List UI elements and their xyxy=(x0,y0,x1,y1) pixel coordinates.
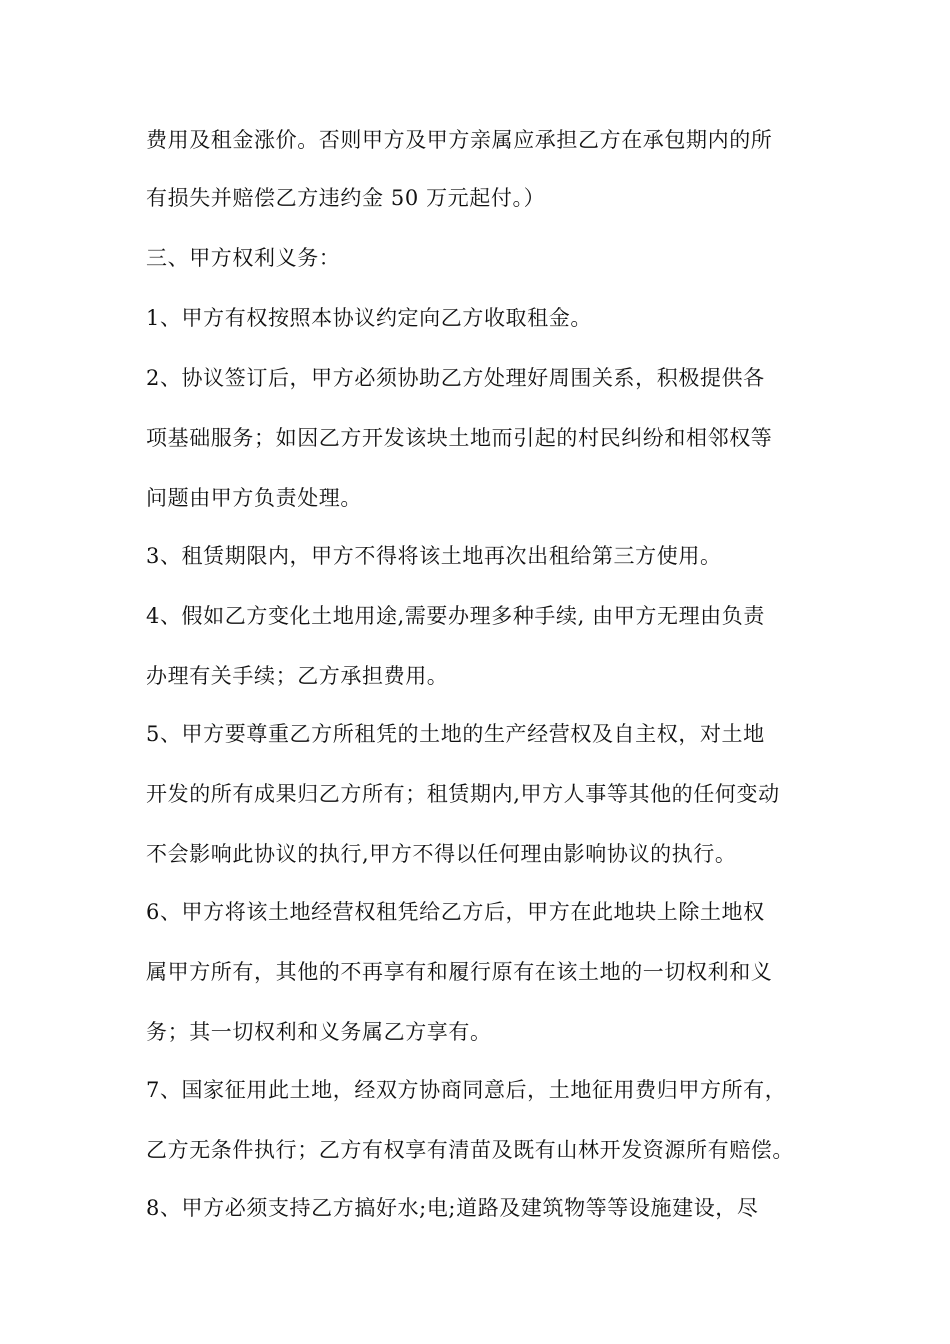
text-line: 项基础服务；如因乙方开发该块土地而引起的村民纠纷和相邻权等 xyxy=(146,426,773,450)
text-line: 8、甲方必须支持乙方搞好水;电;道路及建筑物等等设施建设，尽 xyxy=(146,1196,759,1220)
text-line: 6、甲方将该土地经营权租凭给乙方后，甲方在此地块上除土地权 xyxy=(146,900,765,924)
text-line: 5、甲方要尊重乙方所租凭的土地的生产经营权及自主权，对土地 xyxy=(146,722,765,746)
text-line: 属甲方所有，其他的不再享有和履行原有在该土地的一切权利和义 xyxy=(146,960,773,984)
section-heading: 三、甲方权利义务： xyxy=(146,246,341,270)
text-line: 7、国家征用此土地，经双方协商同意后，土地征用费归甲方所有， xyxy=(146,1078,787,1102)
text-line: 1、甲方有权按照本协议约定向乙方收取租金。 xyxy=(146,306,592,330)
text-line: 办理有关手续；乙方承担费用。 xyxy=(146,664,449,688)
text-line: 4、假如乙方变化土地用途,需要办理多种手续, 由甲方无理由负责 xyxy=(146,604,765,628)
text-line: 问题由甲方负责处理。 xyxy=(146,486,362,510)
text-line: 乙方无条件执行；乙方有权享有清苗及既有山林开发资源所有赔偿。 xyxy=(146,1138,794,1162)
text-line: 3、租赁期限内，甲方不得将该土地再次出租给第三方使用。 xyxy=(146,544,722,568)
text-line: 费用及租金涨价。否则甲方及甲方亲属应承担乙方在承包期内的所 xyxy=(146,128,773,152)
text-line: 有损失并赔偿乙方违约金 50 万元起付。） xyxy=(146,186,546,210)
text-line: 不会影响此协议的执行,甲方不得以任何理由影响协议的执行。 xyxy=(146,842,737,866)
text-line: 开发的所有成果归乙方所有；租赁期内,甲方人事等其他的任何变动 xyxy=(146,782,780,806)
text-line: 务；其一切权利和义务属乙方享有。 xyxy=(146,1020,492,1044)
text-line: 2、协议签订后，甲方必须协助乙方处理好周围关系，积极提供各 xyxy=(146,366,765,390)
